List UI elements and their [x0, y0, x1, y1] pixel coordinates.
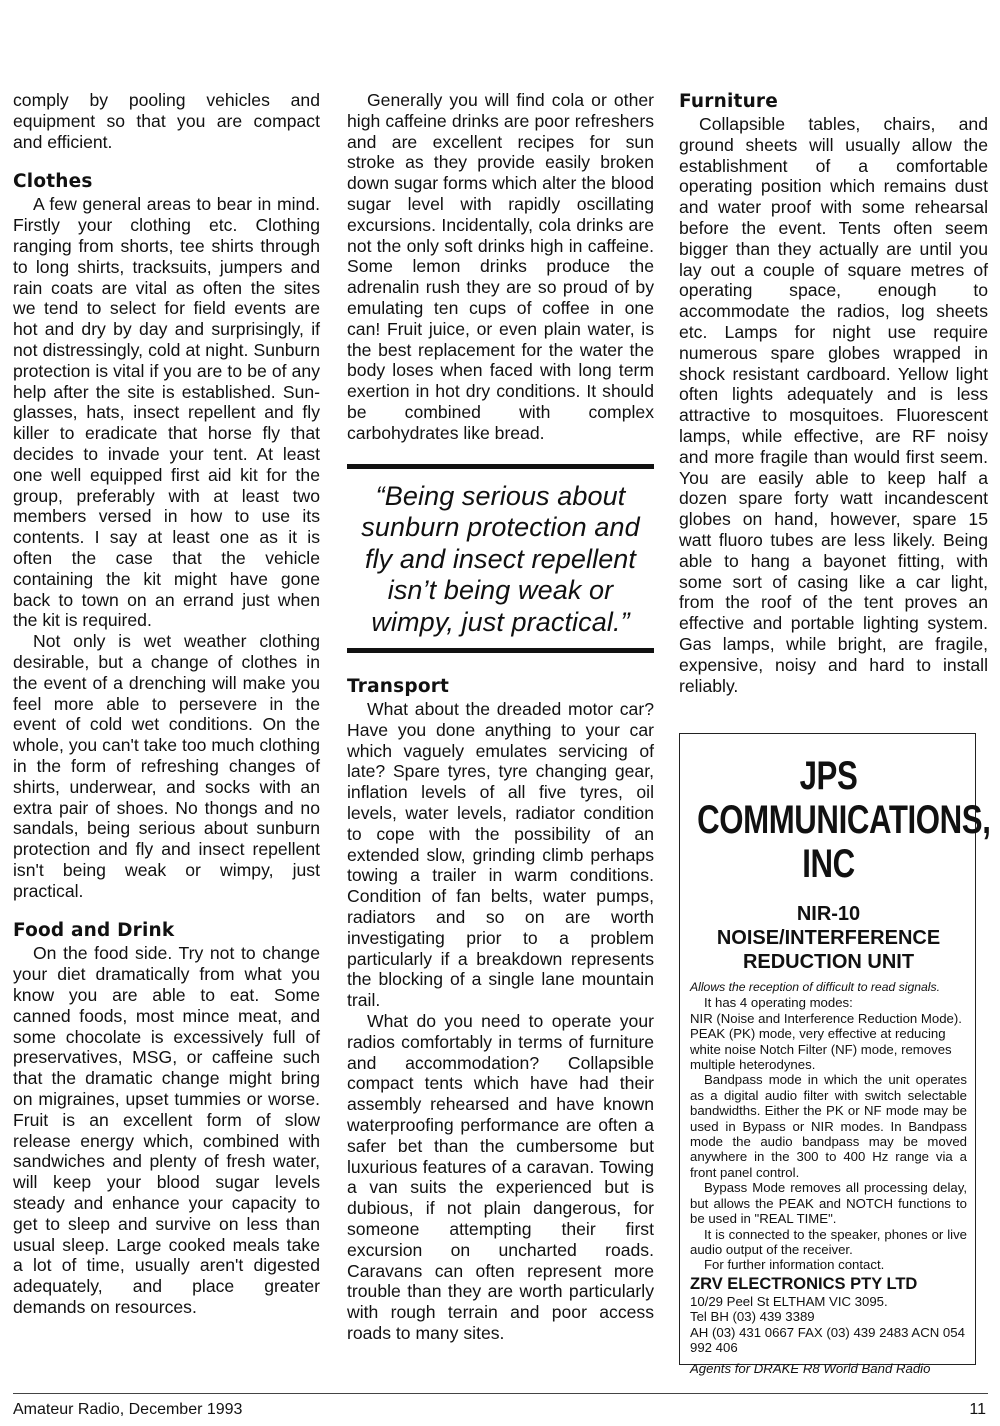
section-heading-transport: Transport: [347, 676, 450, 698]
body-paragraph: What do you need to operate your radios comfortably in terms of furniture and accommodation? Collapsible compact tents which have had their assembly rehearsed and have known waterproofing performance are often a safer bet than the cumbersome but luxurious features of a caravan. Towing a van suits the experienced but is dubious, if not plain dangerous, for someone attempting their first excursion on uncharted roads. Caravans can often represent more trouble than they are worth particularly with rough terrain and poor access roads to many sites.: [347, 1011, 654, 1343]
ad-title: JPS COMMUNICATIONS, INC: [697, 754, 991, 886]
footer-page-number: 11: [969, 1401, 986, 1418]
ad-text: Bypass Mode removes all processing delay, but allows the PEAK and NOTCH functions to be used in "REAL TIME".: [690, 1180, 967, 1227]
ad-phone: Tel BH (03) 439 3389: [690, 1309, 815, 1325]
body-paragraph: Not only is wet weather clothing desirable, but a change of clothes in the event of a drenching will make you feel more able to persevere in the event of cold wet conditions. On the whole, you can't take too much clothing in the form of refreshing changes of shirts, underwear, and socks with an extra pair of shoes. No thongs and no sandals, being serious about sunburn protection and fly and insect repellent isn't being weak or wimpy, just practical.: [13, 631, 320, 901]
ad-address: 10/29 Peel St ELTHAM VIC 3095.: [690, 1293, 888, 1309]
footer-divider: [13, 1393, 988, 1394]
column-2: [347, 90, 654, 1344]
body-paragraph: What about the dreaded motor car? Have you done anything to your car which vaguely emulates servicing of late? Spare tyres, tyre changing gear, inflation levels of all five tyres, oil levels, water levels, radiator condition to cope with the possibility of an extended slow, grinding climb perhaps towing a trailer in warm conditions. Condition of fan belts, water pumps, radiators and so on are worth investigating prior to a problem particularly if a breakdown represents the blocking of a single lane mountain trail.: [347, 699, 654, 1011]
footer-publication: Amateur Radio, December 1993: [13, 1401, 243, 1418]
ad-text: Bandpass mode in which the unit operates as a digital audio filter with switch selectable bandwidths. Either the PK or NF mode may be used in Bypass or NIR modes. In Bandpass mode the audio bandpass may be moved anywhere in the 300 to 400 Hz range via a front panel control.: [690, 1072, 967, 1180]
section-heading-food-and-drink: Food and Drink: [13, 920, 175, 942]
body-paragraph: comply by pooling vehicles and equipment so that you are compact and efficient.: [13, 90, 320, 152]
ad-fax: AH (03) 431 0667 FAX (03) 439 2483 ACN 054 992 406: [690, 1324, 965, 1355]
body-paragraph: A few general areas to bear in mind. Firstly your clothing etc. Clothing ranging from shorts, tee shirts through to long shirts, tracksuits, jumpers and rain coats are vital as often the sites we tend to select for field events are hot and dry by day and surprisingly, if not distressingly, cold at night. Sunburn protection is vital if you are to be of any help after the site is established. Sun-glasses, hats, insect repellent and fly killer to eradicate that horse fly that decides to invade your tent. At least one well equipped first aid kit for the group, preferably with at least two members versed in how to use its contents. I say at least one as it is often the case that the vehicle containing the kit might have gone back to town on an errand just when the kit is required.: [13, 194, 320, 631]
body-paragraph: Generally you will find cola or other high caffeine drinks are poor refreshers and are excellent recipes for sun stroke as they provide easily broken down sugar forms which alter the blood sugar level with rapidly oscillating excursions. Incidentally, cola drinks are not the only soft drinks high in caffeine. Some lemon drinks produce the adrenalin rush they are so proud of by emulating ten cups of coffee in one can! Fruit juice, or even plain water, is the best replacement for the water the body loses when faced with long term exertion in hot dry conditions. It should be combined with complex carbohydrates like bread.: [347, 90, 654, 443]
ad-text: It has 4 operating modes:: [704, 995, 853, 1011]
ad-agents-line: Agents for DRAKE R8 World Band Radio: [690, 1361, 931, 1377]
column-1: [13, 90, 320, 1318]
body-paragraph: Collapsible tables, chairs, and ground sheets will usually allow the establishment of a comfortable operating position which remains dust and water proof with some rehearsal before the event. Tents often seem bigger than they actually are until you lay out a couple of square metres of operating space, enough to accommodate the radios, log sheets etc. Lamps for night use require numerous spare globes wrapped in shock resistant cardboard. Yellow light often lights adequately and is less attractive to mosquitoes. Fluorescent lamps, while effective, are RF noisy and more fragile than would first seem. You are easily able to keep half a dozen spare forty watt incandescent globes on hand, however, spare 15 watt fluoro tubes are less likely. Being able to hang a bayonet fitting, with some sort of casing like a car light, from the roof of the tent proves an effective and portable lighting system. Gas lamps, while bright, are fragile, expensive, noisy and hard to install reliably.: [679, 114, 988, 696]
ad-text: NIR (Noise and Interference Reduction Mode).: [690, 1010, 962, 1026]
ad-text: PEAK (PK) mode, very effective at reducing white noise Notch Filter (NF) mode, removes multiple heterodynes.: [690, 1026, 952, 1073]
ad-text: For further information contact.: [704, 1257, 885, 1273]
advertisement-box: [679, 733, 991, 1377]
section-heading-furniture: Furniture: [679, 91, 779, 112]
column-3: [679, 90, 988, 696]
ad-subtitle: NIR-10 NOISE/INTERFERENCE REDUCTION UNIT: [716, 903, 941, 973]
ad-company-name: ZRV ELECTRONICS PTY LTD: [690, 1274, 918, 1293]
pull-quote: “Being serious about sunburn protection and fly and insect repellent isn’t being weak or wimpy, just practical.”: [347, 464, 654, 654]
section-heading-clothes: Clothes: [13, 171, 93, 193]
body-paragraph: On the food side. Try not to change your diet dramatically from what you know you are able to eat. Some canned foods, most mince meat, and some chocolate is excessively full of preservatives, MSG, or caffeine such that the dramatic change might bring on migraines, upset tummies or worse. Fruit is an excellent form of slow release energy which, combined with sandwiches and plenty of fresh water, will keep your blood sugar levels steady and enhance your capacity to get to sleep and survive on less than usual sleep. Large cooked meals take a lot of time, usually aren't digested adequately, and place greater demands on resources.: [13, 943, 320, 1318]
ad-text: It is connected to the speaker, phones or live audio output of the receiver.: [690, 1226, 967, 1257]
ad-tagline: Allows the reception of difficult to read signals.: [690, 980, 940, 994]
